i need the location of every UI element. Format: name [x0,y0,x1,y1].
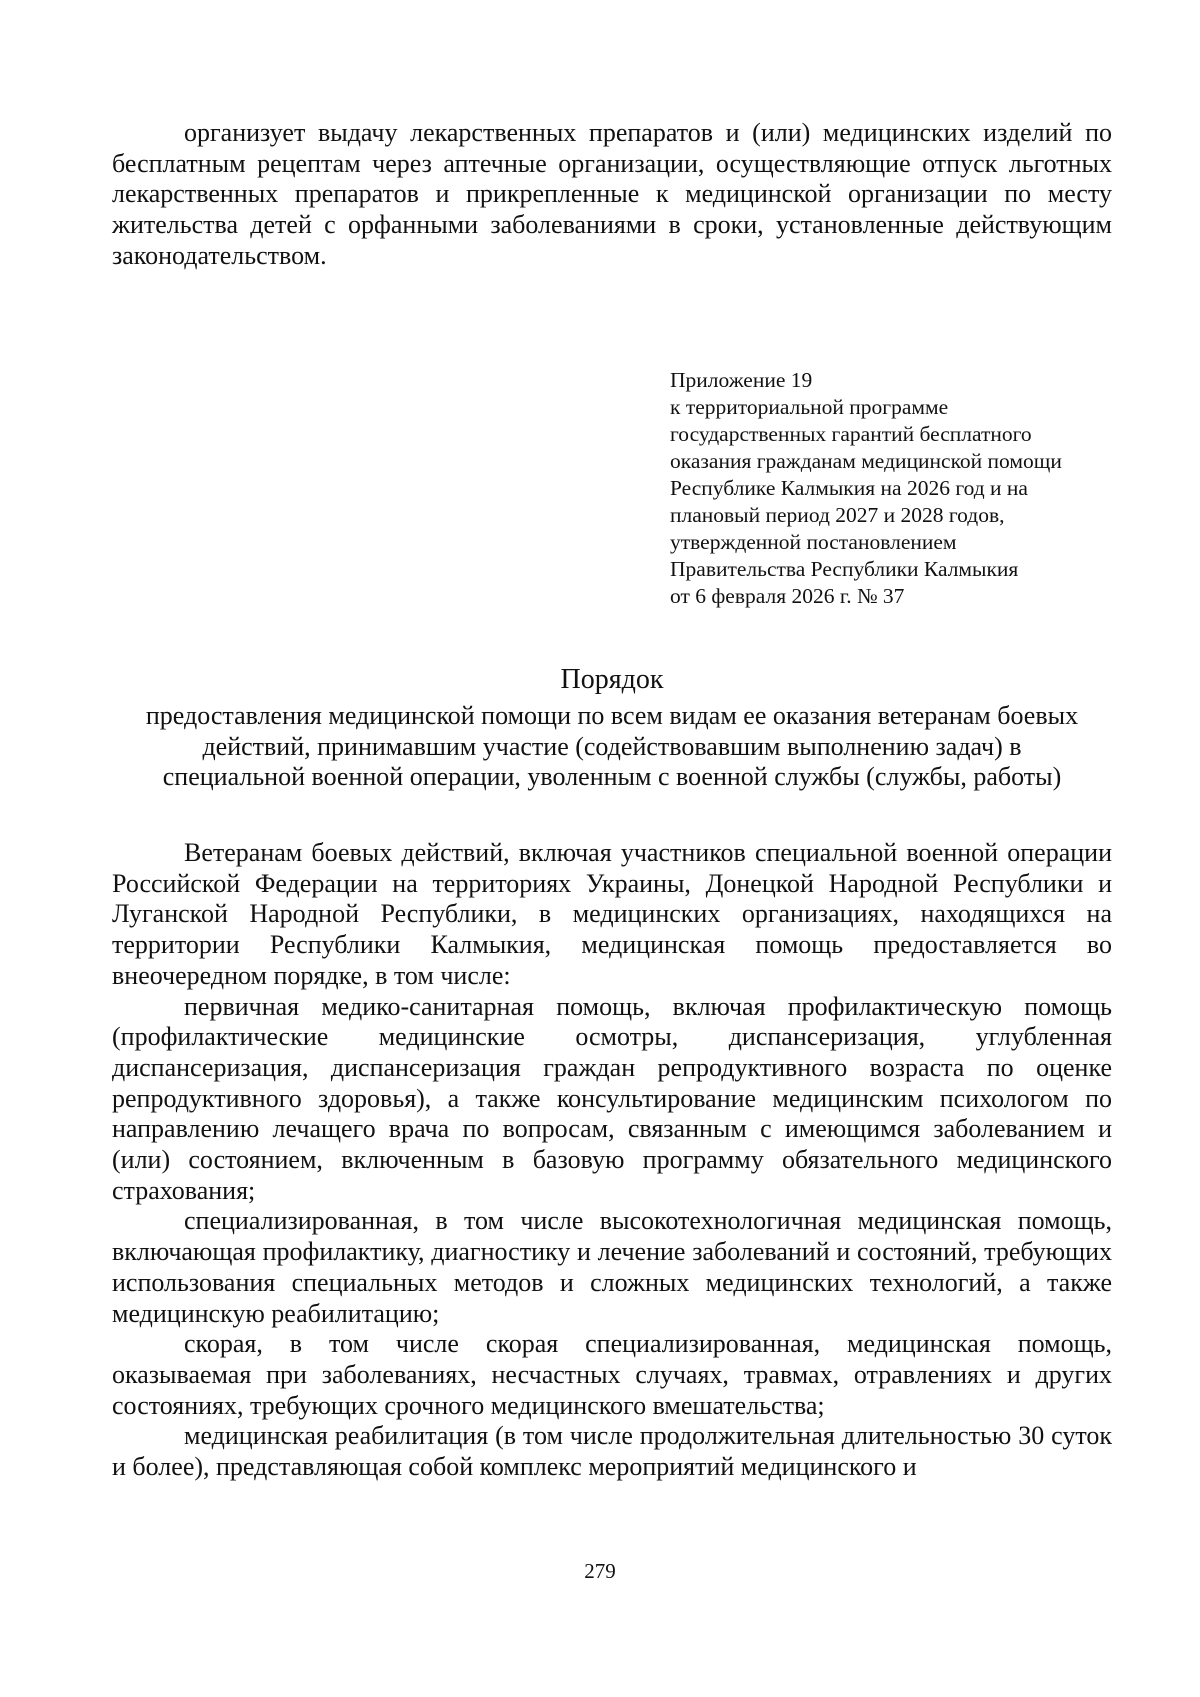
title-line: специальной военной операции, уволенным с военной службы (службы, работы) [162,762,1062,792]
appendix-line: Приложение 19 [670,368,813,392]
appendix-line: Правительства Республики Калмыкия [670,557,1019,581]
appendix-line: государственных гарантий бесплатного [670,422,1032,446]
body-paragraph: скорая, в том числе скорая специализированная, медицинская помощь, оказываемая при заболеваниях, несчастных случаях, травмах, отравлениях и других состояниях, требующих срочного медицинского вмешательства; [112,1329,1112,1420]
body-paragraph: первичная медико-санитарная помощь, включая профилактическую помощь (профилактические медицинские осмотры, диспансеризация, углубленная диспансеризация, диспансеризация граждан репродуктивного возраста по оценке репродуктивного здоровья), а также консультирование медицинским психологом по направлению лечащего врача по вопросам, связанным с имеющимся заболеванием и (или) состоянием, включенным в базовую программу обязательного медицинского страхования; [112,991,1112,1205]
title-heading: Порядок [560,664,664,695]
appendix-line: оказания гражданам медицинской помощи [670,449,1062,473]
intro-paragraph: организует выдачу лекарственных препаратов и (или) медицинских изделий по бесплатным рецептам через аптечные организации, осуществляющие отпуск льготных лекарственных препаратов и прикрепленные к медицинской организации по месту жительства детей с орфанными заболеваниями в сроки, установленные действующим законодательством. [112,118,1112,270]
appendix-note [670,367,1140,610]
intro-text [112,118,1112,272]
appendix-line: плановый период 2027 и 2028 годов, [670,503,1005,527]
appendix-line: от 6 февраля 2026 г. № 37 [670,584,905,608]
page-number: 279 [584,1559,616,1583]
title-line: действий, принимавшим участие (содействовавшим выполнению задач) в [202,731,1022,761]
document-title [112,662,1112,793]
body-paragraph: специализированная, в том числе высокотехнологичная медицинская помощь, включающая профилактику, диагностику и лечение заболеваний и состояний, требующих использования специальных методов и сложных медицинских технологий, а также медицинскую реабилитацию; [112,1206,1112,1328]
body-paragraph: медицинская реабилитация (в том числе продолжительная длительностью 30 суток и более), представляющая собой комплекс мероприятий медицинского и [112,1421,1112,1482]
main-text [112,838,1112,1483]
title-line: предоставления медицинской помощи по всем видам ее оказания ветеранам боевых [145,701,1079,730]
appendix-line: утвержденной постановлением [670,530,957,554]
body-paragraph: Ветеранам боевых действий, включая участников специальной военной операции Российской Федерации на территориях Украины, Донецкой Народной Республики и Луганской Народной Республики, в медицинских организациях, находящихся на территории Республики Калмыкия, медицинская помощь предоставляется во внеочередном порядке, в том числе: [112,838,1112,990]
appendix-line: к территориальной программе [670,395,949,419]
appendix-line: Республике Калмыкия на 2026 год и на [670,476,1028,500]
